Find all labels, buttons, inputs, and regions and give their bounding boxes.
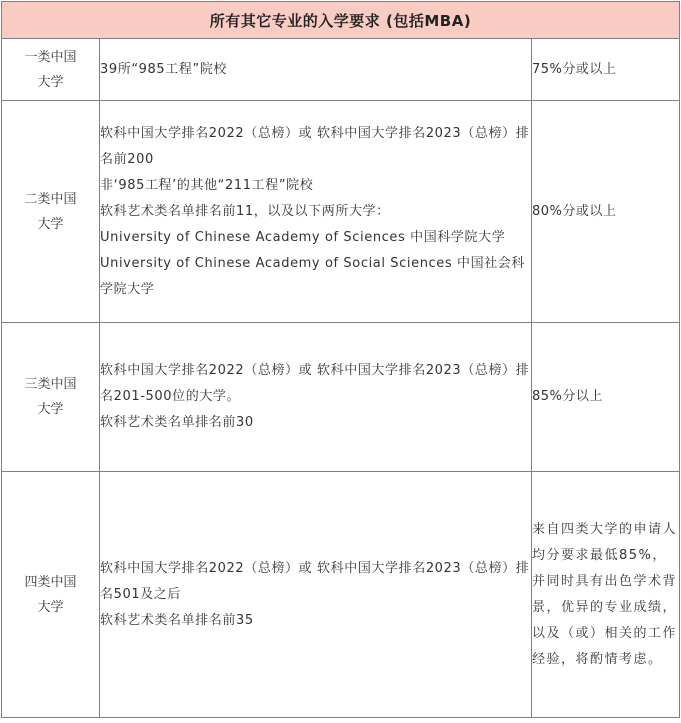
criteria-text: 39所“985工程”院校 (100, 61, 228, 77)
category-label: 四类中国 (24, 574, 77, 590)
score-text: 85%分以上 (532, 389, 603, 404)
criteria-text: University of Chinese Academy of Social Sciences 中国社会科学院大学 (100, 255, 525, 297)
table-row (2, 472, 680, 718)
table-row (2, 323, 680, 472)
score-cell (532, 39, 680, 101)
score-cell (532, 323, 680, 472)
category-label: 大学 (37, 402, 64, 417)
table-title: 所有其它专业的入学要求 (包括MBA) (2, 2, 680, 39)
table-header-row (2, 2, 680, 39)
criteria-cell (100, 472, 532, 718)
score-text: 75%分或以上 (532, 61, 617, 77)
score-cell (532, 472, 680, 718)
category-label: 大学 (37, 74, 64, 90)
category-label: 大学 (37, 216, 64, 232)
score-cell (532, 101, 680, 323)
category-cell (2, 101, 100, 323)
score-text: 80%分或以上 (532, 203, 617, 219)
criteria-text: 软科中国大学排名2022（总榜）或 软科中国大学排名2023（总榜）排名201-500位的大学。 (100, 363, 530, 404)
criteria-text: 软科艺术类名单排名前30 (100, 415, 254, 430)
criteria-cell (100, 101, 532, 323)
criteria-text: University of Chinese Academy of Sciences 中国科学院大学 (100, 229, 506, 245)
category-label: 一类中国 (24, 49, 77, 65)
criteria-text: 软科艺术类名单排名前35 (100, 612, 254, 628)
category-label: 大学 (37, 599, 64, 615)
criteria-text: 非‘985工程’的其他“211工程”院校 (100, 177, 314, 193)
admission-requirements-table (1, 1, 680, 718)
category-label: 三类中国 (24, 377, 77, 392)
criteria-text: 软科中国大学排名2022（总榜）或 软科中国大学排名2023（总榜）排名前200 (100, 125, 530, 167)
criteria-cell (100, 323, 532, 472)
category-cell (2, 472, 100, 718)
criteria-cell (100, 39, 532, 101)
category-cell (2, 39, 100, 101)
criteria-text: 软科中国大学排名2022（总榜）或 软科中国大学排名2023（总榜）排名501及之后 (100, 560, 530, 602)
table-row (2, 39, 680, 101)
score-text: 来自四类大学的申请人均分要求最低85%，并同时具有出色学术背景，优异的专业成绩，以及（或）相关的工作经验，将酌情考虑。 (532, 521, 678, 667)
criteria-text: 软科艺术类名单排名前11，以及以下两所大学： (100, 203, 390, 219)
table-row (2, 101, 680, 323)
category-label: 二类中国 (24, 191, 77, 207)
category-cell (2, 323, 100, 472)
